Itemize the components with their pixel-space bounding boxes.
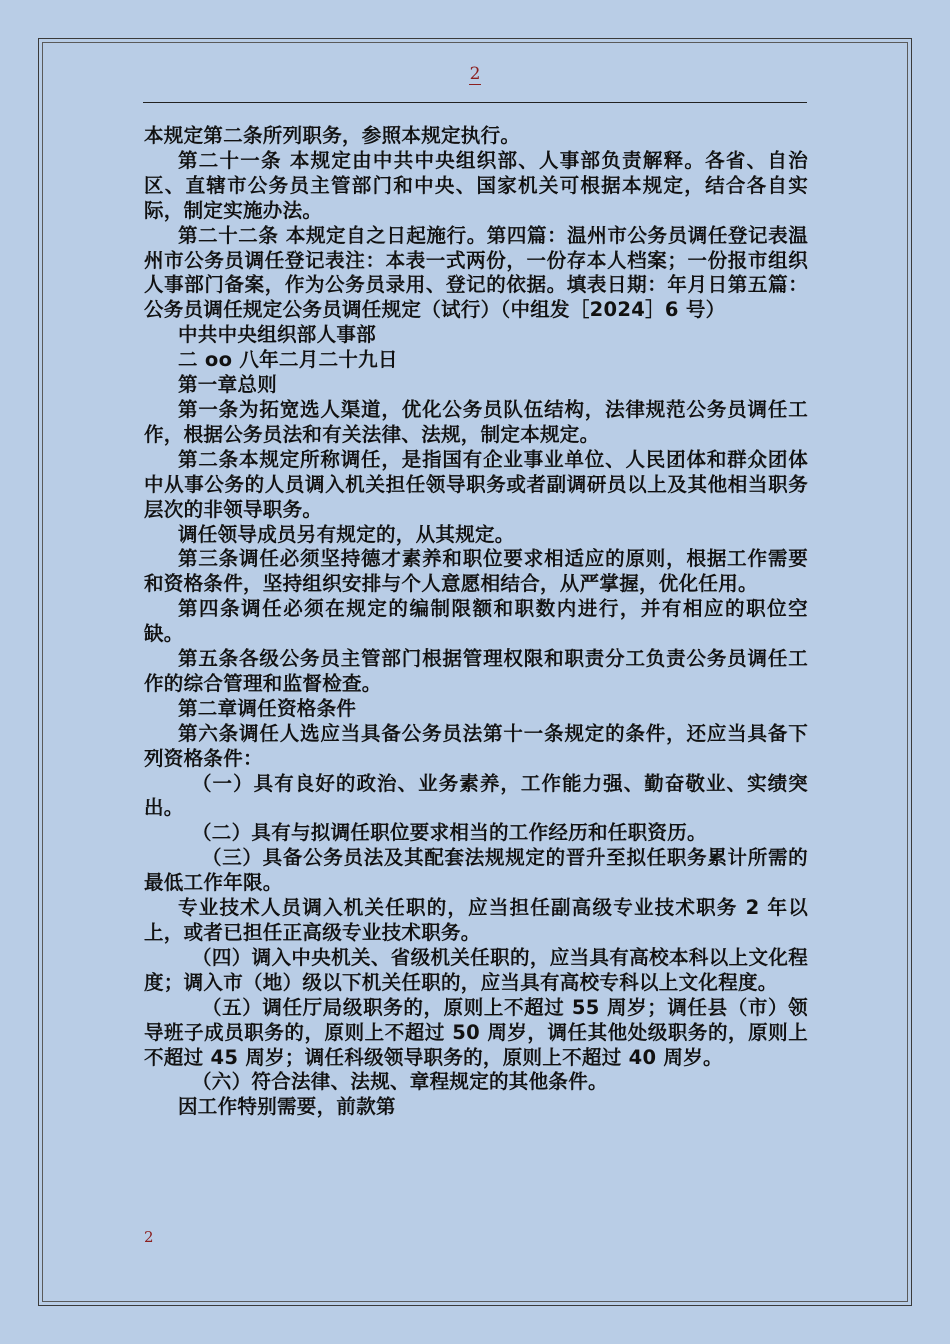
header-page-number-text: 2 [469,64,481,84]
paragraph: 因工作特别需要，前款第 [178,1095,396,1119]
paragraph: 第三条调任必须坚持德才素养和职位要求相适应的原则，根据工作需要和资格条件，坚持组织安排与个人意愿相结合，从严掌握，优化任用。 [144,547,808,596]
paragraph: （一）具有良好的政治、业务素养，工作能力强、勤奋敬业、实绩突出。 [144,771,808,820]
paragraph: 中共中央组织部人事部 [178,323,377,347]
paragraph: 第六条调任人选应当具备公务员法第十一条规定的条件，还应当具备下列资格条件： [144,721,808,770]
header-rule [143,102,807,103]
paragraph: 第二十一条 本规定由中共中央组织部、人事部负责解释。各省、自治区、直辖市公务员主管部门和中央、国家机关可根据本规定，结合各自实际，制定实施办法。 [144,148,808,222]
paragraph: 二 oo 八年二月二十九日 [178,348,398,372]
paragraph: （三）具备公务员法及其配套法规规定的晋升至拟任职务累计所需的最低工作年限。 [144,846,808,895]
paragraph: （二）具有与拟调任职位要求相当的工作经历和任职资历。 [192,821,707,845]
paragraph: 调任领导成员另有规定的，从其规定。 [178,522,515,546]
paragraph: 第一条为拓宽选人渠道，优化公务员队伍结构，法律规范公务员调任工作，根据公务员法和有关法律、法规，制定本规定。 [144,397,808,446]
paragraph: 本规定第二条所列职务，参照本规定执行。 [144,124,521,147]
paragraph: （六）符合法律、法规、章程规定的其他条件。 [192,1070,608,1094]
paragraph: 第二十二条 本规定自之日起施行。第四篇：温州市公务员调任登记表温州市公务员调任登记表注：本表一式两份，一份存本人档案；一份报市组织人事部门备案，作为公务员录用、登记的依据。填表日期：年月日第五篇：公务员调任规定公务员调任规定（试行）（中组发［2024］6 号） [144,223,808,322]
header-page-number [0,64,950,84]
paragraph: 第二条本规定所称调任，是指国有企业事业单位、人民团体和群众团体中从事公务的人员调入机关担任领导职务或者副调研员以上及其他相当职务层次的非领导职务。 [144,447,808,521]
paragraph: 第四条调任必须在规定的编制限额和职数内进行，并有相应的职位空缺。 [144,597,808,646]
footer-page-number: 2 [144,1228,154,1246]
paragraph: （四）调入中央机关、省级机关任职的，应当具有高校本科以上文化程度；调入市（地）级以下机关任职的，应当具有高校专科以上文化程度。 [144,945,808,994]
paragraph: 第一章总则 [178,373,278,397]
paragraph: 第二章调任资格条件 [178,696,357,720]
paragraph: 专业技术人员调入机关任职的，应当担任副高级专业技术职务 2 年以上，或者已担任正高级专业技术职务。 [144,896,808,944]
document-body [144,124,808,1120]
paragraph: （五）调任厅局级职务的，原则上不超过 55 周岁；调任县（市）领导班子成员职务的，原则上不超过 50 周岁，调任其他处级职务的，原则上不超过 45 周岁；调任科级领导职务的，原则上不超过 40 周岁。 [144,995,808,1069]
paragraph: 第五条各级公务员主管部门根据管理权限和职责分工负责公务员调任工作的综合管理和监督检查。 [144,647,808,695]
